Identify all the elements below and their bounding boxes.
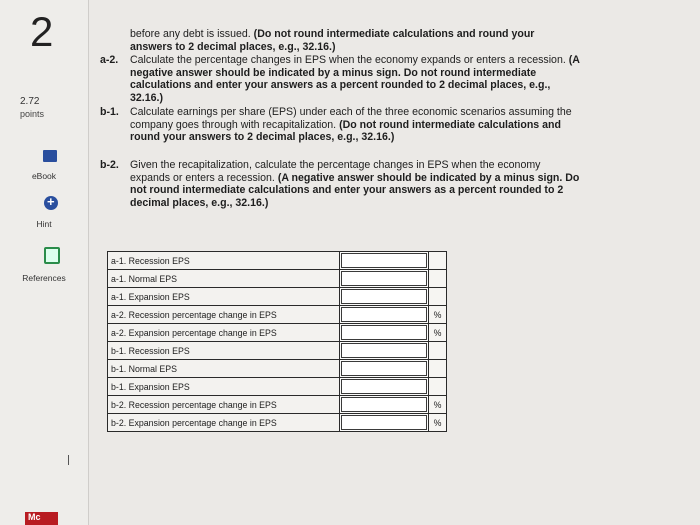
references-button[interactable]: [0, 247, 88, 286]
unit-cell: [429, 270, 447, 288]
table-row: [108, 360, 447, 378]
a2-label: a-2.: [100, 54, 119, 66]
table-row: [108, 270, 447, 288]
row-label: a-1. Recession EPS: [108, 252, 340, 270]
question-number: 2: [30, 8, 54, 55]
answer-cell: [340, 252, 429, 270]
table-row: [108, 414, 447, 432]
a2-bold: (A negative answer should be indicated by a minus sign. Do not round intermediate calculations and enter your answers as a percent rounded to 2 decimal places, e.g., 32.16.): [130, 54, 580, 104]
answer-cell: [340, 306, 429, 324]
unit-cell: [429, 252, 447, 270]
row-label: b-1. Recession EPS: [108, 342, 340, 360]
question-sidebar: [0, 0, 89, 525]
answer-table: [107, 251, 447, 432]
answer-input[interactable]: [341, 397, 427, 412]
references-label: References: [22, 273, 66, 283]
b2-bold: (A negative answer should be indicated by a minus sign. Do not round intermediate calculations and enter your answers as a percent rounded to 2 decimal places, e.g., 32.16.): [130, 171, 580, 209]
row-label: b-1. Expansion EPS: [108, 378, 340, 396]
answer-input[interactable]: [341, 271, 427, 286]
row-label: b-1. Normal EPS: [108, 360, 340, 378]
b1-plain: Calculate earnings per share (EPS) under each of the three economic scenarios assuming the company goes through with recapitalization.: [130, 106, 572, 131]
table-row: [108, 306, 447, 324]
unit-cell: [429, 360, 447, 378]
unit-cell: %: [429, 414, 447, 432]
b1-label: b-1.: [100, 106, 119, 118]
answer-input[interactable]: [341, 289, 427, 304]
points-value: 2.72: [20, 96, 40, 107]
answer-cell: [340, 270, 429, 288]
answer-input[interactable]: [341, 415, 427, 430]
a2-plain: Calculate the percentage changes in EPS when the economy expands or enters a recession.: [130, 54, 569, 66]
hint-label: Hint: [36, 219, 52, 229]
points-label: points: [20, 109, 45, 119]
unit-cell: [429, 288, 447, 306]
ebook-label: eBook: [31, 171, 57, 181]
intro-bold: (Do not round intermediate calculations and round your answers to 2 decimal places, e.g., 32.16.): [130, 28, 535, 53]
hint-button[interactable]: [0, 196, 88, 232]
unit-cell: %: [429, 396, 447, 414]
answer-cell: [340, 324, 429, 342]
table-row: [108, 252, 447, 270]
answer-input[interactable]: [341, 343, 427, 358]
row-label: a-1. Normal EPS: [108, 270, 340, 288]
answer-cell: [340, 396, 429, 414]
answer-input[interactable]: [341, 253, 427, 268]
table-row: [108, 288, 447, 306]
answer-cell: [340, 414, 429, 432]
book-icon: [43, 150, 57, 162]
document-icon: [44, 247, 60, 264]
table-row: [108, 324, 447, 342]
answer-input[interactable]: [341, 325, 427, 340]
unit-cell: [429, 342, 447, 360]
b2-label: b-2.: [100, 159, 119, 171]
answer-input[interactable]: [341, 379, 427, 394]
unit-cell: %: [429, 306, 447, 324]
lifebuoy-icon: [44, 196, 58, 210]
mcgraw-hill-logo: Mc: [25, 512, 58, 525]
row-label: a-1. Expansion EPS: [108, 288, 340, 306]
answer-cell: [340, 378, 429, 396]
ebook-button[interactable]: [0, 150, 88, 184]
b2-plain: Given the recapitalization, calculate the percentage changes in EPS when the economy expands or enters a recession.: [130, 159, 541, 184]
b1-bold: (Do not round intermediate calculations and round your answers to 2 decimal places, e.g., 32.16.): [130, 118, 561, 144]
instruction-intro: [130, 28, 578, 53]
unit-cell: %: [429, 324, 447, 342]
cursor-mark: [68, 455, 69, 465]
answer-input[interactable]: [341, 307, 427, 322]
answer-cell: [340, 360, 429, 378]
row-label: b-2. Expansion percentage change in EPS: [108, 414, 340, 432]
intro-plain: before any debt is issued.: [130, 28, 254, 40]
unit-cell: [429, 378, 447, 396]
answer-input[interactable]: [341, 361, 427, 376]
row-label: a-2. Expansion percentage change in EPS: [108, 324, 340, 342]
table-row: [108, 396, 447, 414]
row-label: a-2. Recession percentage change in EPS: [108, 306, 340, 324]
row-label: b-2. Recession percentage change in EPS: [108, 396, 340, 414]
table-row: [108, 378, 447, 396]
answer-cell: [340, 342, 429, 360]
table-row: [108, 342, 447, 360]
answer-cell: [340, 288, 429, 306]
